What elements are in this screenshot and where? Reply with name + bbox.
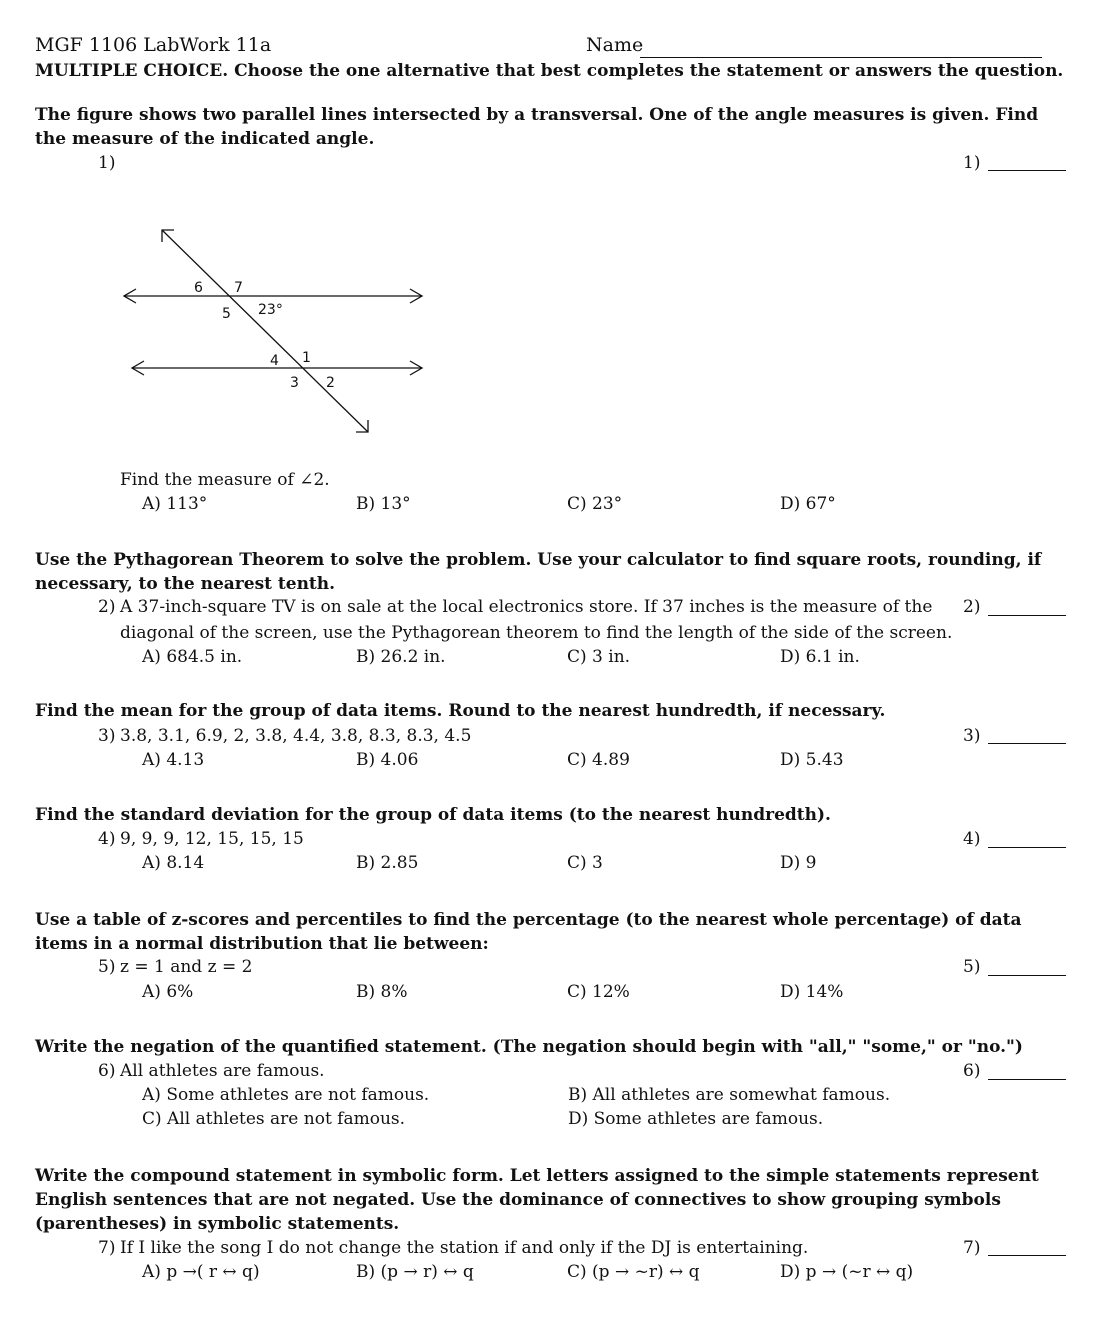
q3-choice-c[interactable]: C) 4.89 xyxy=(567,750,630,770)
answer-2-blank[interactable] xyxy=(988,615,1066,616)
question-6-text: All athletes are famous. xyxy=(120,1061,325,1081)
answer-3-label: 3) xyxy=(963,726,981,746)
q4-choice-b[interactable]: B) 2.85 xyxy=(356,853,419,873)
q7-choice-d[interactable]: D) p → (~r ↔ q) xyxy=(780,1262,914,1282)
q2-choice-a[interactable]: A) 684.5 in. xyxy=(142,647,243,667)
question-3-text: 3.8, 3.1, 6.9, 2, 3.8, 4.4, 3.8, 8.3, 8.3, 4.5 xyxy=(120,726,472,746)
answer-6-blank[interactable] xyxy=(988,1079,1066,1080)
q1-choice-b[interactable]: B) 13° xyxy=(356,494,411,514)
q1-choice-a[interactable]: A) 113° xyxy=(142,494,208,514)
question-5-text: z = 1 and z = 2 xyxy=(120,957,253,977)
answer-6-label: 6) xyxy=(963,1061,981,1081)
q5-choice-a[interactable]: A) 6% xyxy=(142,982,194,1002)
q6-choice-b[interactable]: B) All athletes are somewhat famous. xyxy=(568,1085,891,1105)
q3-choice-b[interactable]: B) 4.06 xyxy=(356,750,419,770)
question-2-line-2: diagonal of the screen, use the Pythagorean theorem to find the length of the side of the screen. xyxy=(120,623,953,643)
section-5-directions: Use a table of z-scores and percentiles to find the percentage (to the nearest whole percentage) of data items in a normal distribution that lie between: xyxy=(35,910,1022,954)
parallel-lines-figure xyxy=(110,220,440,440)
question-2-line-1: A 37-inch-square TV is on sale at the local electronics store. If 37 inches is the measure of the xyxy=(120,597,933,617)
answer-1-label: 1) xyxy=(963,153,981,173)
instructions: MULTIPLE CHOICE. Choose the one alternative that best completes the statement or answers the question. xyxy=(35,61,1064,81)
answer-5-blank[interactable] xyxy=(988,975,1066,976)
section-3-directions: Find the mean for the group of data items. Round to the nearest hundredth, if necessary. xyxy=(35,701,886,721)
section-2-directions: Use the Pythagorean Theorem to solve the problem. Use your calculator to find square roots, rounding, if necessary, to the nearest tenth. xyxy=(35,550,1042,594)
q5-choice-c[interactable]: C) 12% xyxy=(567,982,630,1002)
answer-5-label: 5) xyxy=(963,957,981,977)
answer-1-blank[interactable] xyxy=(988,170,1066,171)
answer-4-blank[interactable] xyxy=(988,847,1066,848)
q2-choice-d[interactable]: D) 6.1 in. xyxy=(780,647,860,667)
given-angle-label: 23° xyxy=(258,302,283,318)
answer-3-blank[interactable] xyxy=(988,743,1066,744)
name-label: Name xyxy=(586,34,644,56)
q7-choice-b[interactable]: B) (p → r) ↔ q xyxy=(356,1262,474,1282)
q2-choice-b[interactable]: B) 26.2 in. xyxy=(356,647,446,667)
q5-choice-d[interactable]: D) 14% xyxy=(780,982,844,1002)
angle-label-4: 4 xyxy=(270,353,279,369)
q7-choice-c[interactable]: C) (p → ~r) ↔ q xyxy=(567,1262,700,1282)
q6-choice-c[interactable]: C) All athletes are not famous. xyxy=(142,1109,406,1129)
question-3-number: 3) xyxy=(98,726,116,746)
section-4-directions: Find the standard deviation for the group of data items (to the nearest hundredth). xyxy=(35,805,831,825)
q3-choice-d[interactable]: D) 5.43 xyxy=(780,750,844,770)
answer-4-label: 4) xyxy=(963,829,981,849)
angle-label-6: 6 xyxy=(194,280,203,296)
question-6-number: 6) xyxy=(98,1061,116,1081)
course-title: MGF 1106 LabWork 11a xyxy=(35,34,272,56)
question-7-text: If I like the song I do not change the station if and only if the DJ is entertaining. xyxy=(120,1238,809,1258)
q3-choice-a[interactable]: A) 4.13 xyxy=(142,750,205,770)
angle-label-5: 5 xyxy=(222,306,231,322)
question-5-number: 5) xyxy=(98,957,116,977)
q7-choice-a[interactable]: A) p →( r ↔ q) xyxy=(142,1262,260,1282)
q4-choice-d[interactable]: D) 9 xyxy=(780,853,817,873)
answer-2-label: 2) xyxy=(963,597,981,617)
question-4-number: 4) xyxy=(98,829,116,849)
transversal-line xyxy=(162,230,368,432)
question-1-text: Find the measure of ∠2. xyxy=(120,470,330,490)
q6-choice-a[interactable]: A) Some athletes are not famous. xyxy=(142,1085,430,1105)
q4-choice-c[interactable]: C) 3 xyxy=(567,853,603,873)
question-4-text: 9, 9, 9, 12, 15, 15, 15 xyxy=(120,829,304,849)
angle-label-2: 2 xyxy=(326,375,335,391)
question-1-number: 1) xyxy=(98,153,116,173)
q5-choice-b[interactable]: B) 8% xyxy=(356,982,408,1002)
answer-7-blank[interactable] xyxy=(988,1255,1066,1256)
question-2-number: 2) xyxy=(98,597,116,617)
q1-choice-d[interactable]: D) 67° xyxy=(780,494,836,514)
section-7-directions: Write the compound statement in symbolic form. Let letters assigned to the simple statements represent English sentences that are not negated. Use the dominance of connectives to show grouping symbols (parentheses) in symbolic statements. xyxy=(35,1166,1039,1234)
section-1-directions: The figure shows two parallel lines intersected by a transversal. One of the angle measures is given. Find the measure of the indicated angle. xyxy=(35,105,1039,149)
section-6-directions: Write the negation of the quantified statement. (The negation should begin with "all," "some," or "no.") xyxy=(35,1037,1023,1057)
angle-label-3: 3 xyxy=(290,375,299,391)
q6-choice-d[interactable]: D) Some athletes are famous. xyxy=(568,1109,824,1129)
q2-choice-c[interactable]: C) 3 in. xyxy=(567,647,631,667)
question-7-number: 7) xyxy=(98,1238,116,1258)
q4-choice-a[interactable]: A) 8.14 xyxy=(142,853,205,873)
q1-choice-c[interactable]: C) 23° xyxy=(567,494,623,514)
angle-label-1: 1 xyxy=(302,350,311,366)
answer-7-label: 7) xyxy=(963,1238,981,1258)
angle-label-7: 7 xyxy=(234,280,243,296)
name-blank[interactable] xyxy=(640,57,1042,58)
